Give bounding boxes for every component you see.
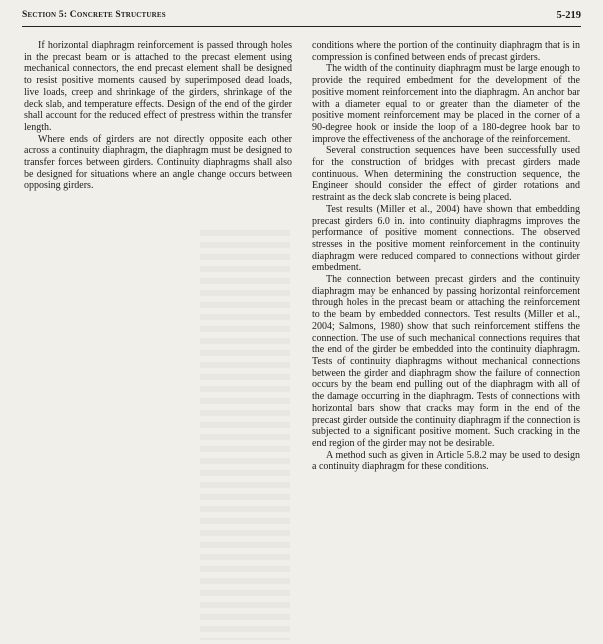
page-number: 5-219 bbox=[556, 10, 581, 21]
paragraph: If horizontal diaphragm reinforcement is passed through holes in the precast beam or is attached to the precast element using mechanical connectors, the end precast element shall be designed to resist positive moments caused by superimposed dead loads, live loads, creep and shrinkage of the girders, shrinkage of the deck slab, and temperature effects. Design of the end of the girder shall account for the reduced effect of prestress within the transfer length. bbox=[24, 40, 292, 133]
paragraph: The connection between precast girders and the continuity diaphragm may be enhanced by passing horizontal reinforcement through holes in the precast beam or attaching the reinforcement to the beam by embedded connectors. Test results (Miller et al., 2004; Salmons, 1980) show that such reinforcement stiffens the connection. The use of such mechanical connections requires that the end of the girder be embedded into the continuity diaphragm. Tests of continuity diaphragms without mechanical connections between the girder and diaphragm show the failure of connection occurs by the beam end pulling out of the diaphragm with all of the damage occurring in the diaphragm. Tests of connections with horizontal bars show that cracks may form in the end of the precast girder outside the continuity diaphragm if the connection is subjected to a significant positive moment. Such cracking in the end region of the girder may not be desirable. bbox=[312, 274, 580, 449]
bleed-through-texture bbox=[200, 230, 290, 640]
paragraph: Where ends of girders are not directly opposite each other across a continuity diaphragm, the diaphragm must be designed to transfer forces between girders. Continuity diaphragms shall also be designed for situations where an angle change occurs between opposing girders. bbox=[24, 133, 292, 192]
paragraph-continued: conditions where the portion of the continuity diaphragm that is in compression is confined between ends of precast girders. bbox=[312, 40, 580, 63]
right-column bbox=[312, 40, 580, 473]
left-column bbox=[24, 40, 292, 192]
paragraph: Several construction sequences have been successfully used for the construction of bridges with precast girders made continuous. When determining the construction sequence, the Engineer should consider the effect of girder rotations and restraint as the deck slab concrete is being placed. bbox=[312, 145, 580, 204]
paragraph: Test results (Miller et al., 2004) have shown that embedding precast girders 6.0 in. into continuity diaphragms improves the performance of positive moment connections. The observed stresses in the positive moment reinforcement in the continuity diaphragm were reduced compared to connections without girder embedment. bbox=[312, 203, 580, 274]
page-header bbox=[22, 6, 581, 27]
section-title: Section 5: Concrete Structures bbox=[22, 10, 166, 20]
paragraph: A method such as given in Article 5.8.2 may be used to design a continuity diaphragm for these conditions. bbox=[312, 449, 580, 473]
paragraph: The width of the continuity diaphragm must be large enough to provide the required embedment for the development of the positive moment reinforcement into the diaphragm. An anchor bar with a diameter equal to or greater than the diameter of the positive moment reinforcement may be placed in the corner of a 90-degree hook or inside the loop of a 180-degree hook bar to improve the effectiveness of the anchorage of the reinforcement. bbox=[312, 63, 580, 145]
